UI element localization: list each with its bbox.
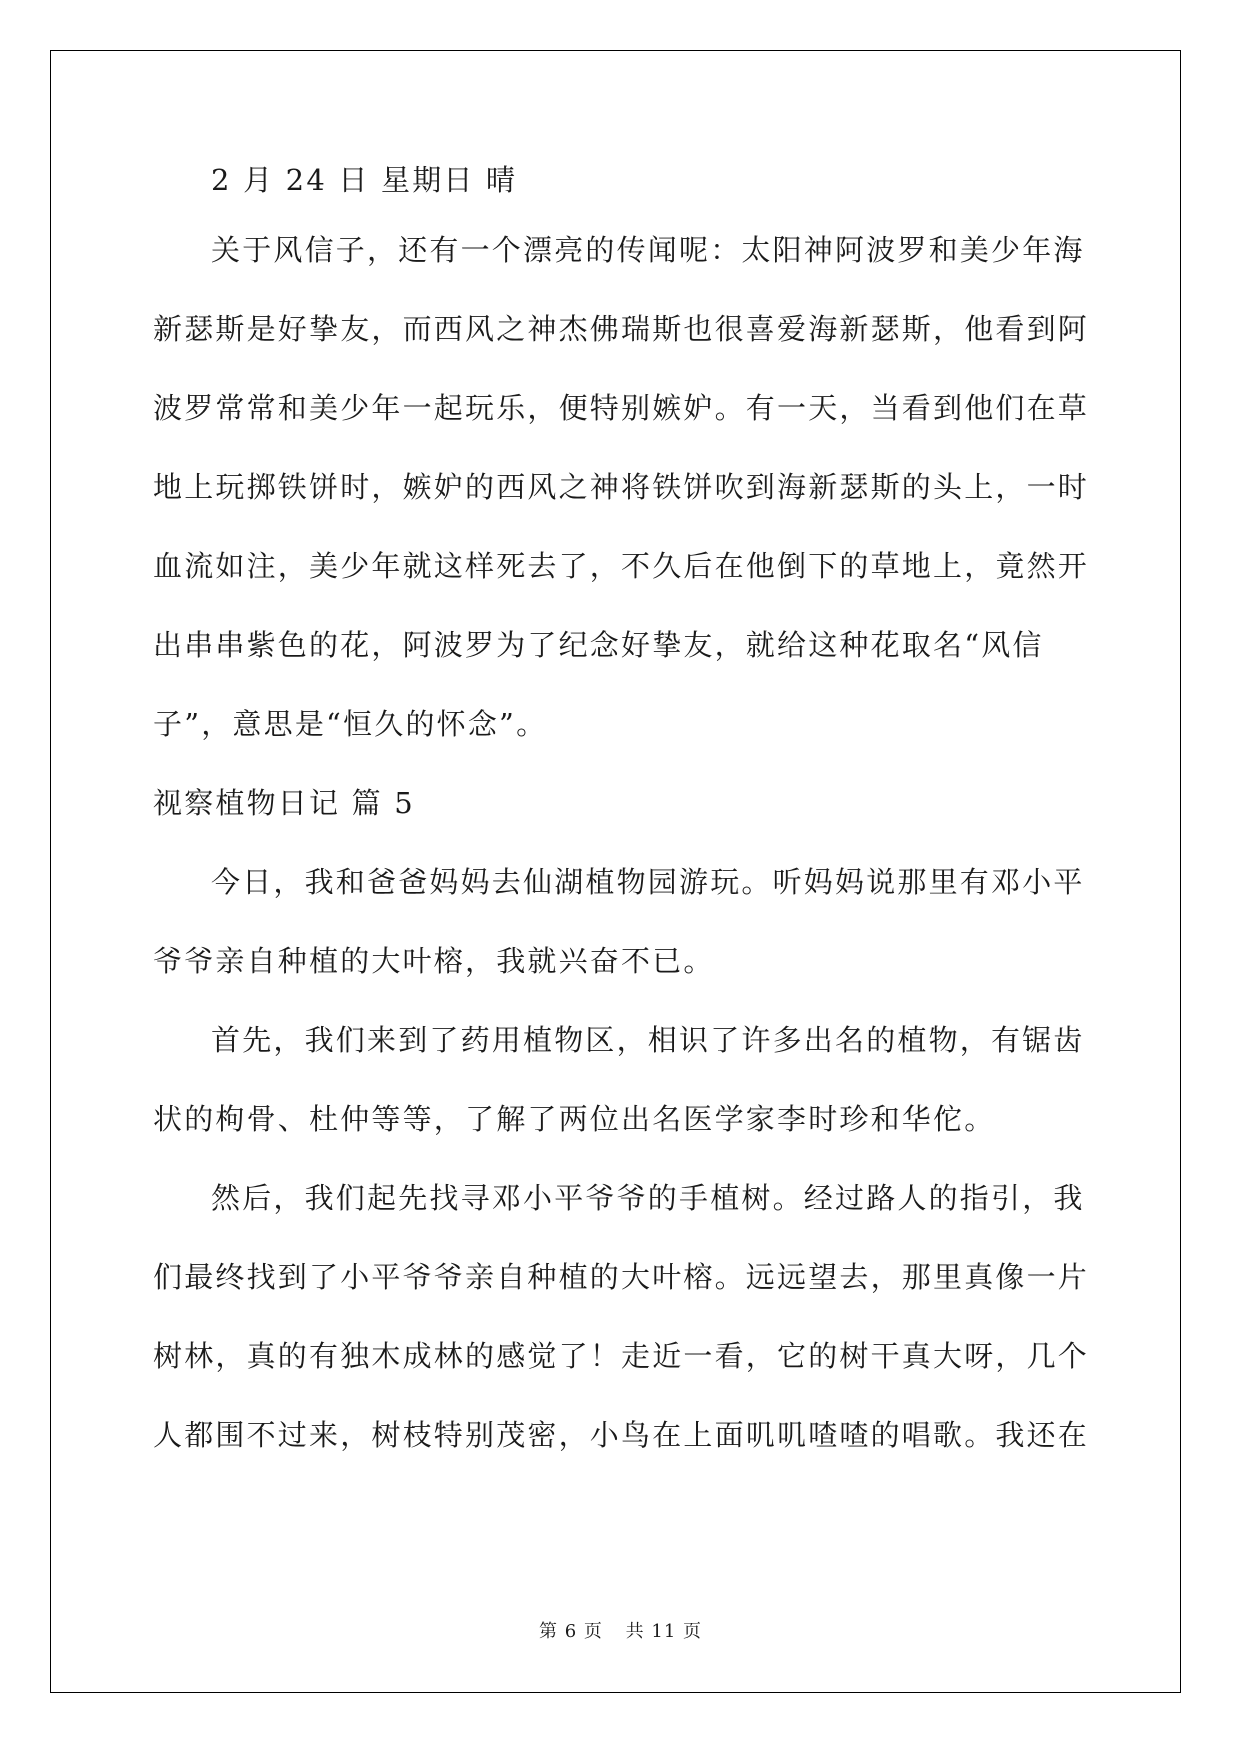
text-line: 新瑟斯是好挚友，而西风之神杰佛瑞斯也很喜爱海新瑟斯，他看到阿 (153, 312, 1090, 346)
text-line: 人都围不过来，树枝特别茂密，小鸟在上面叽叽喳喳的唱歌。我还在 (153, 1418, 1090, 1452)
date-weather-line: 2 月 24 日 星期日 晴 (211, 163, 518, 197)
text-line: 今日，我和爸爸妈妈去仙湖植物园游玩。听妈妈说那里有邓小平 (211, 865, 1085, 899)
paragraph-hyacinth-legend (153, 230, 1090, 744)
section-heading: 视察植物日记 篇 5 (153, 786, 415, 820)
page-total: 共 11 页 (625, 1621, 702, 1642)
text-line: 波罗常常和美少年一起玩乐，便特别嫉妒。有一天，当看到他们在草 (153, 391, 1090, 425)
text-line: 关于风信子，还有一个漂亮的传闻呢：太阳神阿波罗和美少年海 (211, 233, 1085, 267)
text-line: 血流如注，美少年就这样死去了，不久后在他倒下的草地上，竟然开 (153, 549, 1090, 583)
text-line: 然后，我们起先找寻邓小平爷爷的手植树。经过路人的指引，我 (211, 1181, 1085, 1215)
page-number: 第 6 页 (539, 1621, 603, 1642)
text-line: 爷爷亲自种植的大叶榕，我就兴奋不已。 (153, 944, 715, 978)
document-body (153, 160, 1090, 1494)
text-line: 子”，意思是“恒久的怀念”。 (153, 707, 548, 741)
text-line: 们最终找到了小平爷爷亲自种植的大叶榕。远远望去，那里真像一片 (153, 1260, 1090, 1294)
text-line: 地上玩掷铁饼时，嫉妒的西风之神将铁饼吹到海新瑟斯的头上，一时 (153, 470, 1090, 504)
paragraph-banyan-tree (153, 1178, 1090, 1455)
text-line: 出串串紫色的花，阿波罗为了纪念好挚友，就给这种花取名“风信 (153, 628, 1044, 662)
page-footer (0, 1617, 1241, 1643)
text-line: 首先，我们来到了药用植物区，相识了许多出名的植物，有锯齿 (211, 1023, 1085, 1057)
paragraph-intro (153, 862, 1083, 981)
text-line: 树林，真的有独木成林的感觉了！走近一看，它的树干真大呀，几个 (153, 1339, 1090, 1373)
text-line: 状的枸骨、杜仲等等，了解了两位出名医学家李时珍和华佗。 (153, 1102, 996, 1136)
paragraph-medicinal-area (153, 1020, 1083, 1139)
